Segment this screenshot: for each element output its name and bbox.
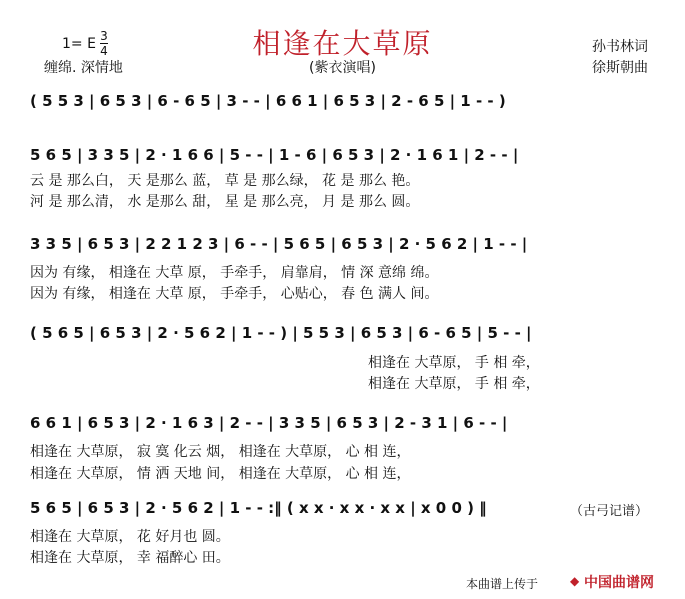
lyric-line: 相逢在 大草原， 手 相 牵， — [368, 376, 540, 392]
lyric-line: 河 是 那么清， 水 是那么 甜， 星 是 那么亮， 月 是 那么 圆。 — [30, 194, 420, 210]
lyric-line: 因为 有缘， 相逢在 大草 原， 手牵手， 肩靠肩， 情 深 意绵 绵。 — [30, 265, 439, 281]
upload-text: 本曲谱上传于 — [466, 577, 539, 591]
time-top: 3 — [100, 29, 108, 43]
brand-link[interactable]: 中国曲谱网 — [584, 575, 654, 591]
time-signature — [100, 30, 108, 57]
lyric-line: 相逢在 大草原， 花 好月也 圆。 — [30, 529, 230, 545]
lyric-line: 相逢在 大草原， 寂 寞 化云 烟， 相逢在 大草原， 心 相 连， — [30, 444, 411, 460]
lyric-line: 相逢在 大草原， 手 相 牵， — [368, 355, 540, 371]
notation-row-3: 3 3 5 | 6 5 3 | 2 2 1 2 3 | 6 - - | 5 6 5 | 6 5 3 | 2 · 5 6 2 | 1 - - | — [30, 235, 528, 253]
notation-row-5: 6 6 1 | 6 5 3 | 2 · 1 6 3 | 2 - - | 3 3 5 | 6 5 3 | 2 - 3 1 | 6 - - | — [30, 414, 508, 432]
composer-credit: 徐斯朝曲 — [592, 60, 648, 76]
lyric-line: 相逢在 大草原， 情 洒 天地 间， 相逢在 大草原， 心 相 连， — [30, 466, 411, 482]
singer-credit: (紫衣演唱) — [309, 60, 376, 76]
transcriber-note: （古弓记谱） — [570, 504, 649, 519]
key-signature: 1= E — [62, 36, 96, 52]
mood-marking: 缠绵. 深情地 — [44, 60, 123, 76]
lyric-line: 云 是 那么白， 天 是那么 蓝， 草 是 那么绿， 花 是 那么 艳。 — [30, 173, 420, 189]
notation-row-2: 5 6 5 | 3 3 5 | 2 · 1 6 6 | 5 - - | 1 - 6 | 6 5 3 | 2 · 1 6 1 | 2 - - | — [30, 146, 519, 164]
page-title: 相逢在大草原 — [252, 27, 433, 60]
notation-row-1: ( 5 5 3 | 6 5 3 | 6 - 6 5 | 3 - - | 6 6 1 | 6 5 3 | 2 - 6 5 | 1 - - ) — [30, 92, 506, 110]
lyric-line: 因为 有缘， 相逢在 大草 原， 手牵手， 心贴心， 春 色 满人 间。 — [30, 286, 439, 302]
lyricist-credit: 孙书林词 — [592, 39, 648, 55]
brand-logo-icon: ◆ — [570, 574, 580, 588]
notation-row-6: 5 6 5 | 6 5 3 | 2 · 5 6 2 | 1 - - :‖ ( x x · x x · x x | x 0 0 ) ‖ — [30, 499, 487, 517]
lyric-line: 相逢在 大草原， 幸 福醉心 田。 — [30, 550, 230, 566]
notation-row-4: ( 5 6 5 | 6 5 3 | 2 · 5 6 2 | 1 - - ) | 5 5 3 | 6 5 3 | 6 - 6 5 | 5 - - | — [30, 324, 532, 342]
time-bottom: 4 — [100, 44, 108, 58]
